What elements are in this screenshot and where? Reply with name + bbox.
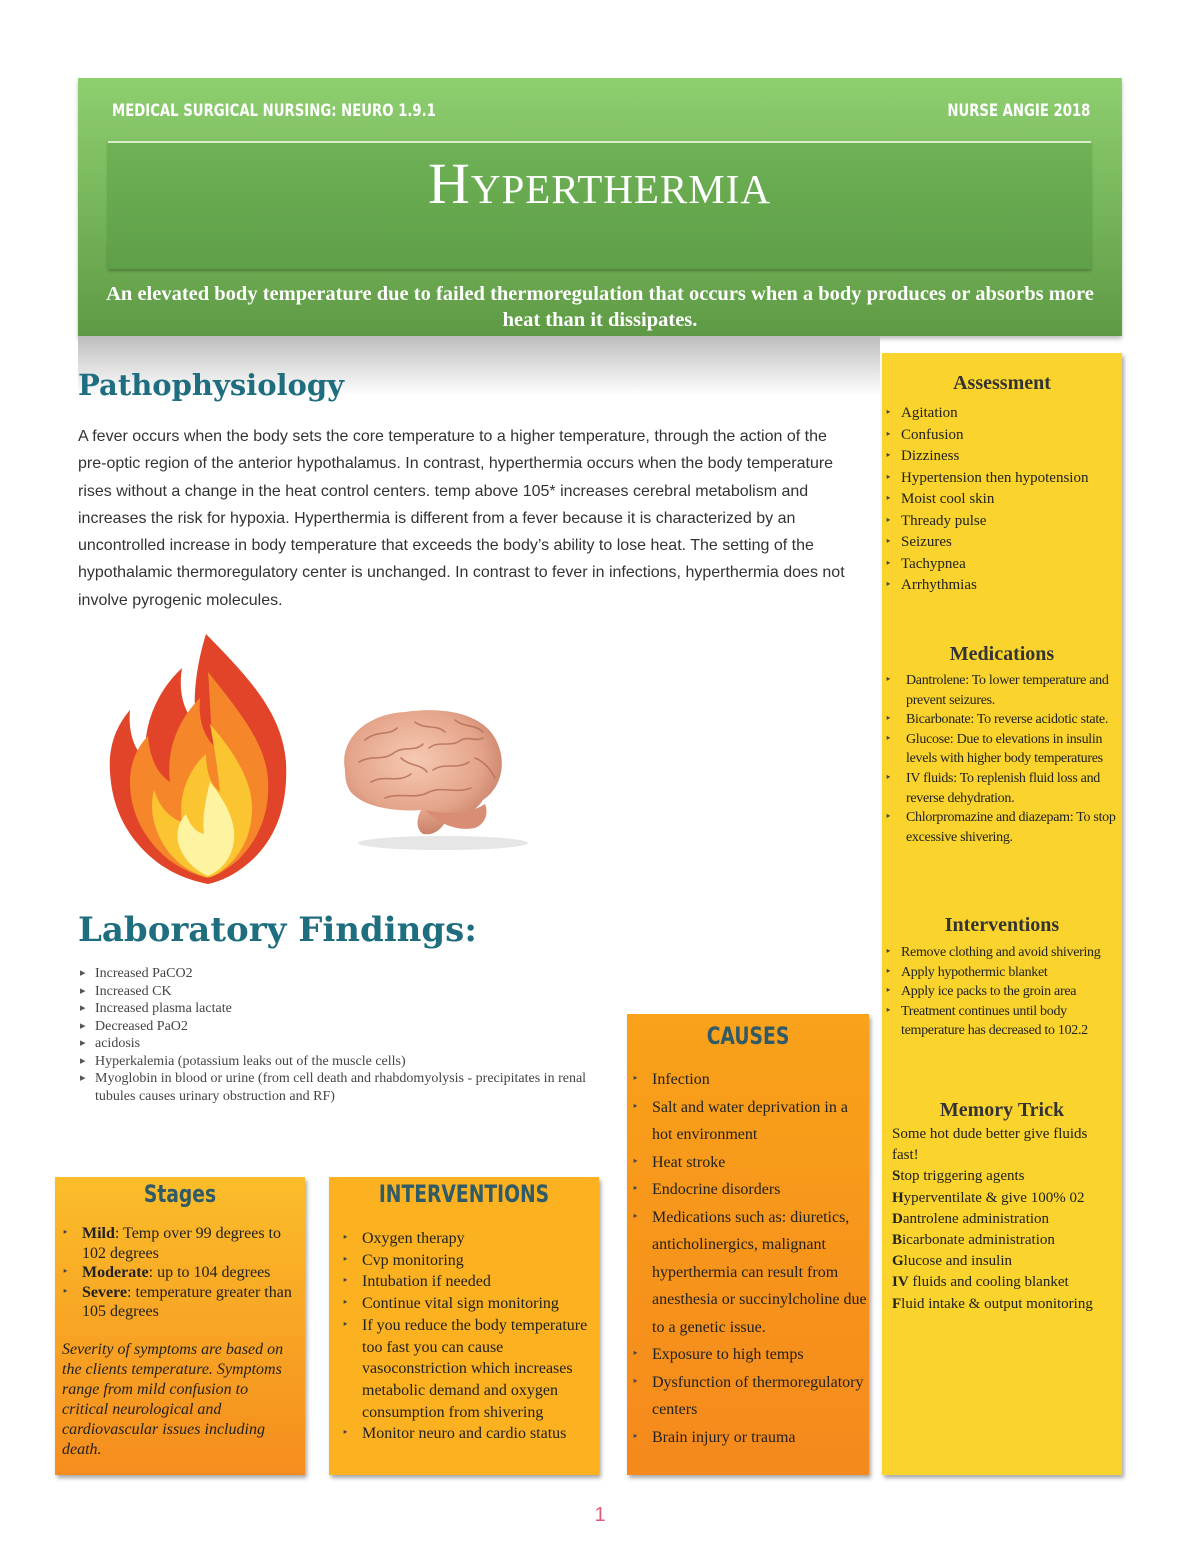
memory-trick-line — [892, 1166, 1117, 1187]
memory-trick-body — [892, 1124, 1117, 1315]
assessment-heading: Assessment — [953, 372, 1051, 394]
stage-text: : Temp over 99 degrees to 102 degrees — [82, 1225, 281, 1262]
mnemonic-letter: G — [892, 1253, 904, 1270]
flame-icon — [108, 632, 288, 884]
list-item: ‣ Thready pulse — [882, 511, 1120, 533]
list-item — [58, 1263, 298, 1283]
mnemonic-text: lucose and insulin — [903, 1253, 1012, 1270]
author-label: NURSE ANGIE 2018 — [946, 101, 1090, 121]
stages-list — [58, 1224, 298, 1322]
mnemonic-letter: F — [892, 1295, 902, 1312]
memory-trick-intro: Some hot dude better give fluids fast! — [892, 1126, 1088, 1164]
mnemonic-letter: IV — [892, 1274, 909, 1291]
memory-trick-line — [892, 1251, 1117, 1272]
list-item: ▸ acidosis — [78, 1035, 598, 1053]
mnemonic-letter: B — [892, 1232, 903, 1249]
list-item — [58, 1283, 298, 1322]
memory-trick-line — [892, 1294, 1117, 1315]
memory-trick-line — [892, 1230, 1117, 1251]
stages-note: Severity of symptoms are based on the clients temperature. Symptoms range from mild confusion to critical neurological and cardiovascular issues including death. — [62, 1341, 284, 1458]
stages-heading: Stages — [143, 1180, 217, 1208]
mnemonic-letter: D — [892, 1210, 903, 1227]
mnemonic-text: antrolene administration — [902, 1210, 1050, 1227]
mnemonic-text: top triggering agents — [900, 1168, 1025, 1185]
list-item: ‣ Endocrine disorders — [628, 1176, 868, 1204]
list-item: ‣ Apply hypothermic blanket — [882, 963, 1120, 983]
list-item: ‣ Intubation if needed — [338, 1271, 596, 1293]
memory-trick-line — [892, 1209, 1117, 1230]
memory-trick-line — [892, 1188, 1117, 1209]
list-item: ‣ Moist cool skin — [882, 489, 1120, 511]
list-item: ‣ Arrhythmias — [882, 575, 1120, 597]
mnemonic-text: fluids and cooling blanket — [908, 1274, 1069, 1291]
assessment-list — [882, 403, 1120, 597]
mnemonic-text: icarbonate administration — [902, 1232, 1055, 1249]
list-item: ‣ Chlorpromazine and diazepam: To stop excessive shivering. — [882, 808, 1120, 847]
list-item: ‣ Agitation — [882, 403, 1120, 425]
memory-trick-heading: Memory Trick — [939, 1099, 1065, 1121]
course-label: MEDICAL SURGICAL NURSING: NEURO 1.9.1 — [112, 101, 436, 121]
stage-text: : up to 104 degrees — [148, 1264, 271, 1281]
list-item: ‣ Confusion — [882, 425, 1120, 447]
pathophysiology-heading: Pathophysiology — [78, 368, 345, 402]
definition-text: An elevated body temperature due to failed thermoregulation that occurs when a body produces or absorbs more heat than it dissipates. — [106, 283, 1094, 331]
list-item: ‣ Monitor neuro and cardio status — [338, 1423, 596, 1445]
list-item: ▸ Increased CK — [78, 983, 598, 1001]
list-item: ‣ Continue vital sign monitoring — [338, 1293, 596, 1315]
list-item: ‣ Brain injury or trauma — [628, 1424, 868, 1452]
list-item: ‣ Apply ice packs to the groin area — [882, 982, 1120, 1002]
list-item: ‣ Dizziness — [882, 446, 1120, 468]
mnemonic-letter: S — [892, 1168, 901, 1185]
list-item: ‣ Bicarbonate: To reverse acidotic state. — [882, 710, 1120, 730]
list-item: ‣ Dantrolene: To lower temperature and prevent seizures. — [882, 671, 1120, 710]
stage-label: Moderate — [82, 1264, 149, 1281]
causes-heading: CAUSES — [706, 1022, 790, 1050]
stage-label: Mild — [82, 1225, 115, 1242]
list-item: ▸ Myoglobin in blood or urine (from cell death and rhabdomyolysis - precipitates in renal tubules causes urinary obstruction and RF) — [78, 1070, 598, 1105]
causes-list — [628, 1066, 868, 1451]
mnemonic-text: yperventilate & give 100% 02 — [903, 1189, 1085, 1206]
mnemonic-text: luid intake & output monitoring — [901, 1295, 1093, 1312]
stage-label: Severe — [82, 1283, 128, 1301]
list-item: ‣ IV fluids: To replenish fluid loss and reverse dehydration. — [882, 769, 1120, 808]
list-item: ‣ Infection — [628, 1066, 868, 1094]
pathophysiology-text: A fever occurs when the body sets the core temperature to a higher temperature, through the action of the pre-optic region of the anterior hypothalamus. In contrast, hyperthermia occurs when the body temperature rises without a change in the heat control centers. temp above 105* increases cerebral metabolism and increases the risk for hypoxia. Hyperthermia is different from a fever because it is characterized by an uncontrolled increase in body temperature that exceeds the body’s ability to lose heat. The setting of the hypothalamic thermoregulatory center is unchanged. In contrast to fever in infections, hyperthermia does not involve pyrogenic molecules. — [78, 428, 845, 609]
sidebar-interventions-heading: Interventions — [944, 914, 1060, 936]
list-item: ‣ If you reduce the body temperature too fast you can cause vasoconstriction which increases metabolic demand and oxygen consumption from shivering — [338, 1315, 596, 1424]
list-item: ‣ Treatment continues until body temperature has decreased to 102.2 — [882, 1002, 1120, 1041]
sidebar-interventions-list — [882, 943, 1120, 1041]
memory-trick-line — [892, 1272, 1117, 1293]
medications-heading: Medications — [949, 643, 1055, 665]
list-item: ‣ Hypertension then hypotension — [882, 468, 1120, 490]
stage-text: : temperature greater than 105 degrees — [82, 1283, 292, 1320]
list-item: ‣ Heat stroke — [628, 1149, 868, 1177]
lab-findings-heading: Laboratory Findings: — [78, 910, 477, 950]
page-title: Hyperthermia — [428, 151, 771, 216]
brain-image — [325, 700, 530, 855]
list-item: ‣ Medications such as: diuretics, anticholinergics, malignant hyperthermia can result from anesthesia or succinylcholine due to a genetic issue. — [628, 1204, 868, 1342]
list-item: ‣ Remove clothing and avoid shivering — [882, 943, 1120, 963]
list-item: ‣ Exposure to high temps — [628, 1341, 868, 1369]
list-item: ‣ Seizures — [882, 532, 1120, 554]
list-item: ▸ Decreased PaO2 — [78, 1018, 598, 1036]
interventions-list — [338, 1228, 596, 1445]
lab-findings-list — [78, 965, 598, 1105]
list-item — [58, 1224, 298, 1263]
list-item: ▸ Increased plasma lactate — [78, 1000, 598, 1018]
medications-list — [882, 671, 1120, 847]
list-item: ‣ Glucose: Due to elevations in insulin levels with higher body temperatures — [882, 730, 1120, 769]
list-item: ▸ Increased PaCO2 — [78, 965, 598, 983]
list-item: ‣ Salt and water deprivation in a hot environment — [628, 1094, 868, 1149]
list-item: ‣ Cvp monitoring — [338, 1250, 596, 1272]
list-item: ‣ Dysfunction of thermoregulatory centers — [628, 1369, 868, 1424]
mnemonic-letter: H — [892, 1189, 904, 1206]
list-item: ‣ Oxygen therapy — [338, 1228, 596, 1250]
list-item: ‣ Tachypnea — [882, 554, 1120, 576]
list-item: ▸ Hyperkalemia (potassium leaks out of the muscle cells) — [78, 1053, 598, 1071]
page-number: 1 — [594, 1504, 606, 1526]
interventions-heading: INTERVENTIONS — [378, 1180, 550, 1208]
